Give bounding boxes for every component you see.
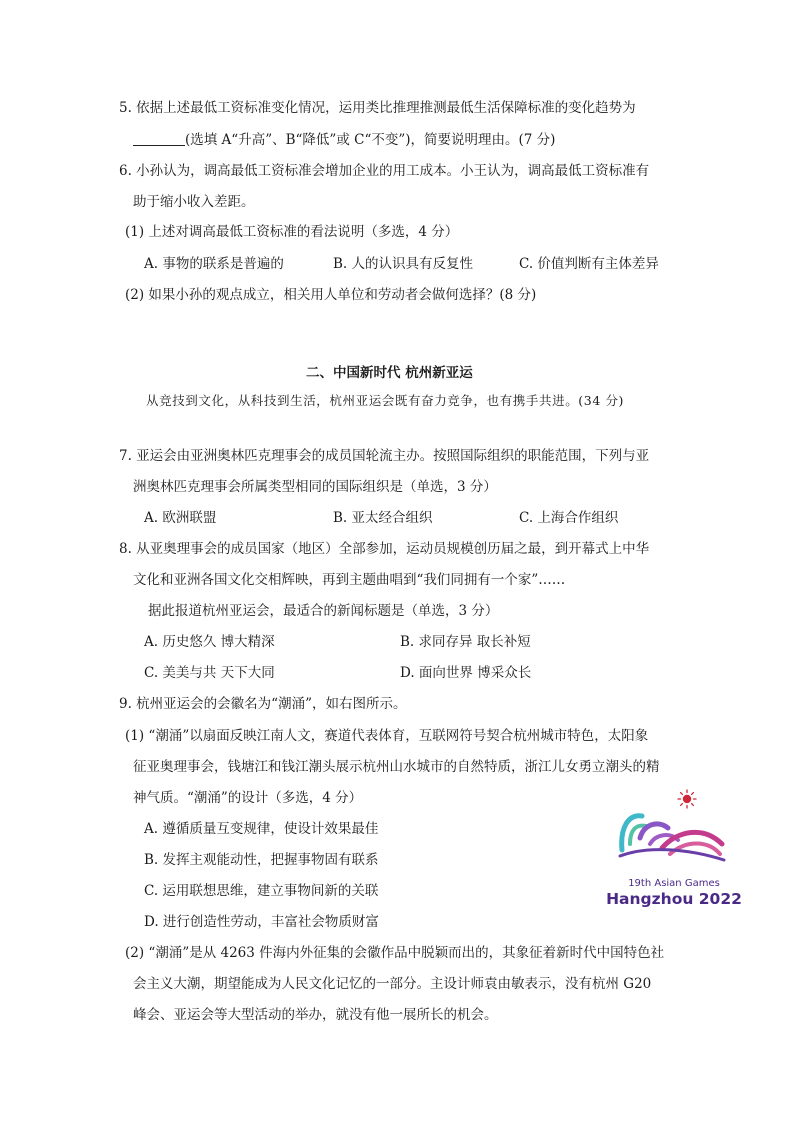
q6-sub-1: (1) 上述对调高最低工资标准的看法说明（多选，4 分） [125,224,459,240]
q9-option-b: B. 发挥主观能动性，把握事物固有联系 [144,852,379,868]
q6-option-c: C. 价值判断有主体差异 [519,256,659,272]
q8-option-d: D. 面向世界 博采众长 [400,665,532,681]
q9-p2-line-3: 峰会、亚运会等大型活动的举办，就没有他一展所长的机会。 [133,1007,498,1023]
q5-line-2-text: (选填 A“升高”、B“降低”或 C“不变”)，简要说明理由。(7 分) [185,132,556,148]
q6-option-b: B. 人的认识具有反复性 [333,256,474,272]
q8-line-3: 据此报道杭州亚运会，最适合的新闻标题是（单选，3 分） [148,603,499,619]
q9-p2-line-2: 会主义大潮，期望能成为人民文化记忆的一部分。主设计师袁由敏表示，没有杭州 G20 [133,976,652,992]
q9-line-1: 9. 杭州亚运会的会徽名为“潮涌”，如右图所示。 [119,696,407,712]
q5-line-1: 5. 依据上述最低工资标准变化情况，运用类比推理推测最低生活保障标准的变化趋势为 [119,100,636,116]
hangzhou-asian-games-logo [606,784,742,912]
q9-p1-line-3: 神气质。“潮涌”的设计（多选，4 分） [133,790,363,806]
q9-p2-line-1: (2) “潮涌”是从 4263 件海内外征集的会徽作品中脱颖而出的，其象征着新时代中国特色社 [125,945,665,961]
tide-fan-icon [620,816,724,860]
q7-line-1: 7. 亚运会由亚洲奥林匹克理事会的成员国轮流主办。按照国际组织的职能范围，下列与亚 [119,448,650,464]
q6-line-1: 6. 小孙认为，调高最低工资标准会增加企业的用工成本。小王认为，调高最低工资标准有 [119,163,650,179]
q7-option-a: A. 欧洲联盟 [144,510,217,526]
section-subtitle: 从竞技到文化，从科技到生活，杭州亚运会既有奋力竞争，也有携手共进。(34 分) [146,393,625,408]
sun-icon [678,790,696,808]
q9-option-a: A. 遵循质量互变规律，使设计效果最佳 [144,821,379,837]
q7-line-2: 洲奥林匹克理事会所属类型相同的国际组织是（单选，3 分） [133,479,497,495]
q8-option-c: C. 美美与共 天下大同 [144,665,275,681]
q6-line-2: 助于缩小收入差距。 [133,194,255,210]
q9-option-d: D. 进行创造性劳动，丰富社会物质财富 [144,914,379,930]
q9-option-c: C. 运用联想思维，建立事物间新的关联 [144,883,379,899]
logo-line-2: Hangzhou 2022 [606,890,742,908]
q6-sub-2: (2) 如果小孙的观点成立，相关用人单位和劳动者会做何选择？(8 分) [125,287,537,303]
q6-option-a: A. 事物的联系是普遍的 [144,256,284,272]
q9-p1-line-1: (1) “潮涌”以扇面反映江南人文，赛道代表体育，互联网符号契合杭州城市特色，太阳象 [125,728,649,744]
q8-option-b: B. 求同存异 取长补短 [400,634,531,650]
q7-option-c: C. 上海合作组织 [519,510,619,526]
q8-line-2: 文化和亚洲各国文化交相辉映，再到主题曲唱到“我们同拥有一个家”…… [133,572,566,588]
q8-line-1: 8. 从亚奥理事会的成员国家（地区）全部参加，运动员规模创历届之最，到开幕式上中华 [119,541,650,557]
q8-option-a: A. 历史悠久 博大精深 [144,634,275,650]
q5-line-2 [133,130,555,150]
answer-blank[interactable] [133,131,185,146]
q7-option-b: B. 亚太经合组织 [333,510,433,526]
q9-p1-line-2: 征亚奥理事会，钱塘江和钱江潮头展示杭州山水城市的自然特质，浙江儿女勇立潮头的精 [133,759,660,775]
logo-line-1: 19th Asian Games [628,878,720,889]
section-title: 二、中国新时代 杭州新亚运 [306,365,473,381]
